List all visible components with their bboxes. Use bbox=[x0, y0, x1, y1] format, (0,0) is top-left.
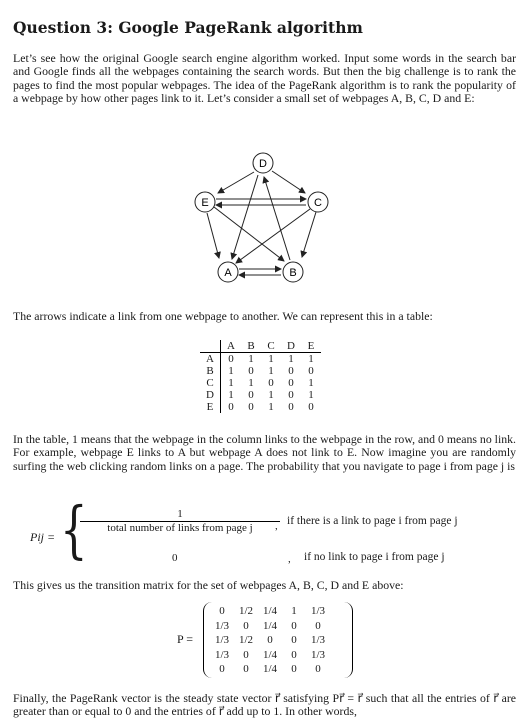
matrix-cell: 0 bbox=[315, 619, 321, 632]
link-table-cell: 0 bbox=[288, 365, 294, 377]
link-table-cell: 0 bbox=[308, 401, 314, 413]
edge-b-to-d bbox=[264, 177, 290, 260]
edge-d-to-e bbox=[218, 172, 254, 193]
link-table-cell: 1 bbox=[288, 353, 294, 365]
link-table-col-header: A bbox=[221, 340, 242, 353]
matrix-cell: 1/2 bbox=[238, 605, 254, 617]
link-table-cell: 0 bbox=[288, 377, 294, 389]
edge-e-to-a bbox=[207, 213, 219, 258]
link-table bbox=[200, 340, 321, 413]
matrix-cell: 0 bbox=[291, 634, 297, 646]
link-table-cell: 0 bbox=[248, 365, 254, 377]
link-table-row-header: E bbox=[200, 401, 221, 413]
case2-value: 0 bbox=[172, 552, 178, 564]
transition-sentence: This gives us the transition matrix for the set of webpages A, B, C, D and E above: bbox=[13, 578, 404, 592]
fraction-numerator: 1 bbox=[177, 508, 183, 520]
table-paragraph: In the table, 1 means that the webpage in the column links to the webpage in the row, and 0 means no link. For example, webpage E links to A but webpage A does not link to E. Now imagine you are randomly surfing the web clicking random links on a page. The probability that you navigate to page i from page j is bbox=[13, 432, 516, 473]
matrix-cell: 1/2 bbox=[238, 634, 254, 646]
matrix-cell: 1/4 bbox=[262, 648, 278, 661]
link-table-cell: 1 bbox=[268, 401, 274, 413]
link-table-col-header: B bbox=[241, 340, 261, 353]
matrix-row bbox=[210, 662, 330, 677]
node-e bbox=[195, 192, 215, 212]
piecewise-brace: { bbox=[60, 493, 88, 566]
matrix-row bbox=[210, 633, 330, 648]
link-table-cell: 1 bbox=[268, 389, 274, 401]
link-table-cell: 1 bbox=[268, 365, 274, 377]
link-table-row bbox=[200, 377, 321, 389]
node-a bbox=[218, 262, 238, 282]
matrix-cell: 1/3 bbox=[310, 648, 326, 661]
matrix-cell: 1 bbox=[291, 605, 297, 617]
node-a-label: A bbox=[224, 267, 232, 279]
link-table-corner bbox=[200, 340, 221, 353]
link-table-cell: 0 bbox=[248, 401, 254, 413]
node-b-label: B bbox=[289, 267, 297, 279]
link-table-row bbox=[200, 401, 321, 413]
link-table-cell: 1 bbox=[248, 377, 254, 389]
link-table-cell: 1 bbox=[228, 365, 234, 377]
matrix-cell: 1/3 bbox=[214, 619, 230, 632]
matrix-cell: 0 bbox=[291, 648, 297, 661]
link-graph bbox=[0, 145, 527, 290]
edge-c-to-b bbox=[302, 212, 316, 257]
matrix-right-paren bbox=[344, 602, 353, 678]
matrix-cell: 0 bbox=[243, 619, 249, 632]
link-table-row bbox=[200, 389, 321, 401]
probability-fraction bbox=[80, 508, 280, 535]
matrix-cell: 1/4 bbox=[262, 605, 278, 617]
matrix-cell: 0 bbox=[243, 663, 249, 675]
link-table-row-header: C bbox=[200, 377, 221, 389]
node-e-label: E bbox=[201, 197, 209, 209]
matrix-cell: 0 bbox=[315, 663, 321, 675]
node-b bbox=[283, 262, 303, 282]
matrix-cell: 1/4 bbox=[262, 619, 278, 632]
transition-matrix bbox=[210, 604, 330, 677]
matrix-cell: 0 bbox=[291, 663, 297, 675]
case1-condition: if there is a link to page i from page j bbox=[287, 515, 458, 527]
link-table-row-header: A bbox=[200, 353, 221, 366]
link-table-cell: 1 bbox=[308, 389, 314, 401]
link-table-cell: 1 bbox=[228, 389, 234, 401]
link-table-cell: 1 bbox=[268, 353, 274, 365]
arrows-paragraph: The arrows indicate a link from one webpage to another. We can represent this in a table: bbox=[13, 309, 433, 323]
link-table-row bbox=[200, 353, 321, 366]
intro-paragraph: Let’s see how the original Google search engine algorithm worked. Input some words in the search bar and Google finds all the webpages containing the search words. But then the big challenge is to rank the pages to find the most popular webpages. The idea of the PageRank algorithm is to rank the popularity of a webpage by how other pages link to it. Let’s consider a small set of webpages A, B, C, D and E: bbox=[13, 51, 516, 106]
node-c bbox=[308, 192, 328, 212]
matrix-row bbox=[210, 619, 330, 634]
link-table-cell: 0 bbox=[268, 377, 274, 389]
final-paragraph: Finally, the PageRank vector is the steady state vector r⃗ satisfying Pr⃗ = r⃗ such that all the entries of r⃗ are greater than or equal to 0 and the entries of r⃗ add up to 1. In other words, bbox=[13, 691, 516, 719]
link-table-cell: 0 bbox=[288, 401, 294, 413]
link-table-col-header: E bbox=[301, 340, 321, 353]
matrix-cell: 1/3 bbox=[214, 648, 230, 661]
link-table-cell: 1 bbox=[228, 377, 234, 389]
link-table-col-header: C bbox=[261, 340, 281, 353]
node-d bbox=[253, 153, 273, 173]
case2-comma: , bbox=[288, 553, 291, 565]
matrix-cell: 0 bbox=[219, 605, 225, 617]
matrix-cell: 0 bbox=[291, 619, 297, 632]
pij-label: Pij = bbox=[30, 530, 56, 544]
matrix-label: P = bbox=[177, 632, 193, 646]
link-table-cell: 1 bbox=[308, 353, 314, 365]
link-table-row-header: B bbox=[200, 365, 221, 377]
link-table-col-header: D bbox=[281, 340, 301, 353]
link-table-cell: 0 bbox=[228, 353, 234, 365]
matrix-cell: 1/3 bbox=[310, 634, 326, 646]
case2-condition: if no link to page i from page j bbox=[304, 551, 445, 563]
matrix-row bbox=[210, 648, 330, 663]
link-table-cell: 0 bbox=[308, 365, 314, 377]
matrix-cell: 0 bbox=[267, 634, 273, 646]
node-d-label: D bbox=[259, 158, 267, 170]
link-table-cell: 1 bbox=[248, 353, 254, 365]
matrix-cell: 0 bbox=[219, 663, 225, 675]
link-table-cell: 1 bbox=[308, 377, 314, 389]
link-table-cell: 0 bbox=[248, 389, 254, 401]
link-table-cell: 0 bbox=[288, 389, 294, 401]
edge-d-to-c bbox=[272, 171, 305, 193]
matrix-cell: 1/3 bbox=[214, 634, 230, 646]
link-table-header-row bbox=[200, 340, 321, 353]
link-table-row bbox=[200, 365, 321, 377]
edge-d-to-a bbox=[232, 175, 258, 259]
link-table-row-header: D bbox=[200, 389, 221, 401]
case1-comma: , bbox=[275, 520, 278, 532]
link-table-cell: 0 bbox=[228, 401, 234, 413]
matrix-cell: 1/3 bbox=[310, 605, 326, 617]
matrix-cell: 1/4 bbox=[262, 663, 278, 675]
fraction-denominator: total number of links from page j bbox=[80, 521, 280, 535]
matrix-row bbox=[210, 604, 330, 619]
edge-c-to-a bbox=[236, 209, 310, 263]
node-c-label: C bbox=[314, 197, 322, 209]
matrix-cell: 0 bbox=[243, 648, 249, 661]
question-title: Question 3: Google PageRank algorithm bbox=[13, 18, 363, 37]
